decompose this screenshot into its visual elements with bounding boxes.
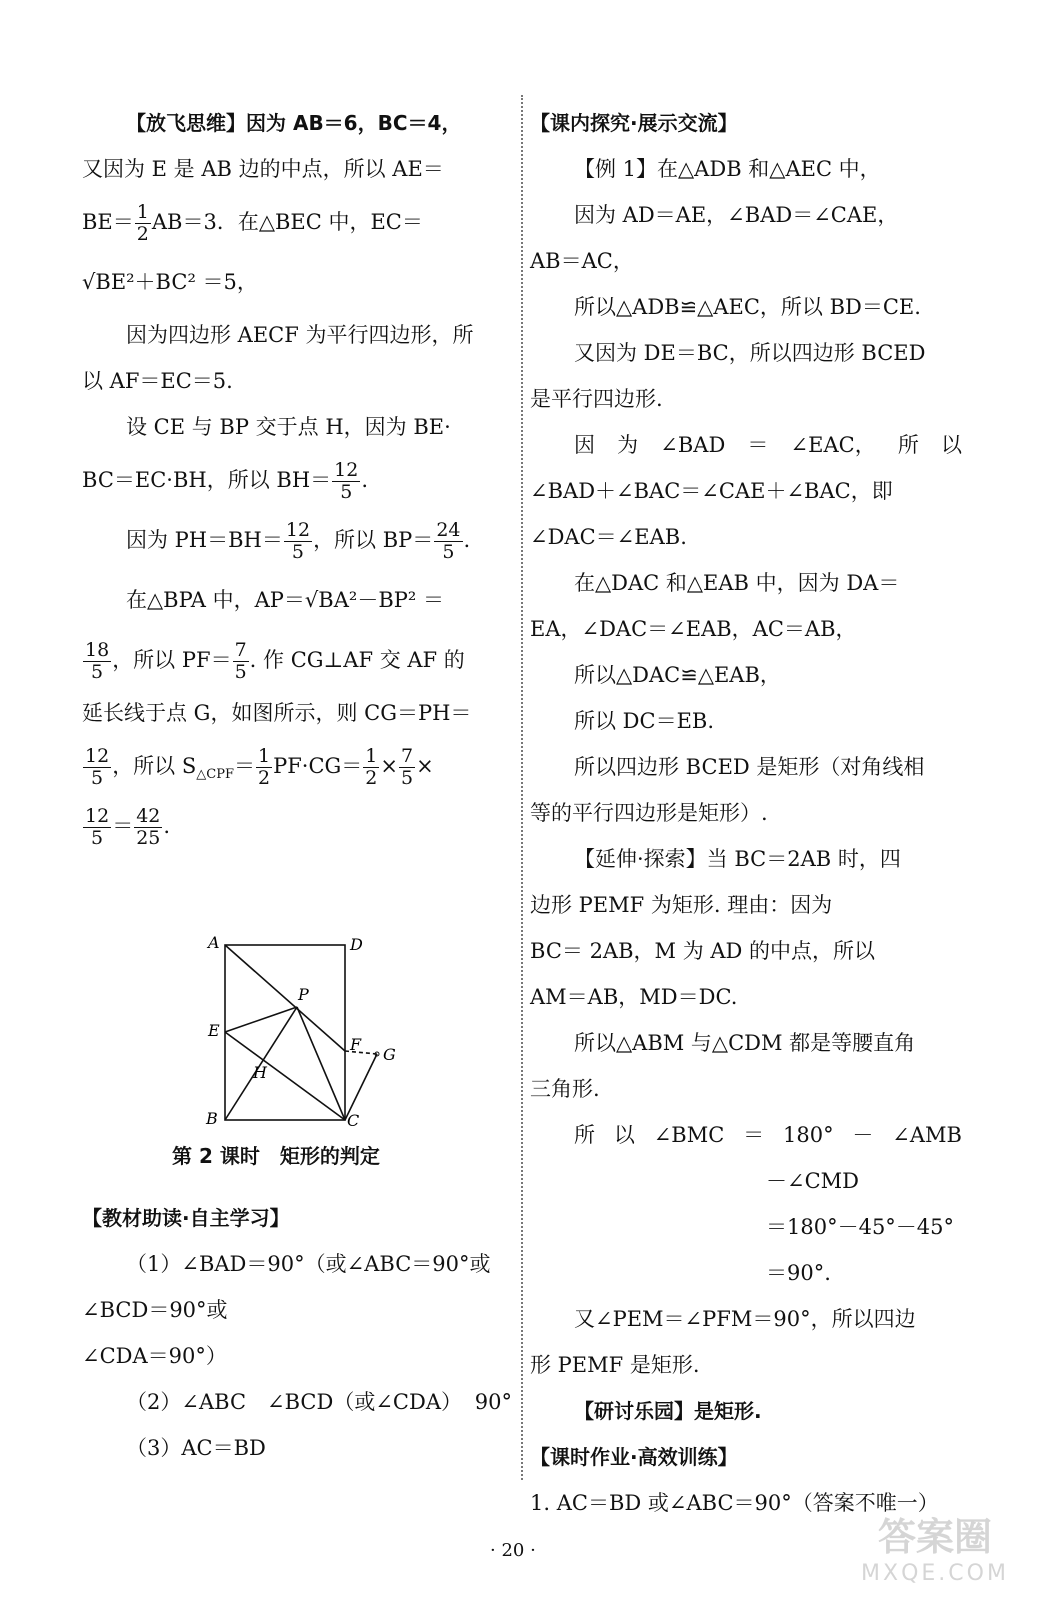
text-line: ∠BCD＝90°或 <box>82 1298 228 1322</box>
numerator: 7 <box>234 639 247 662</box>
text-span: . <box>163 814 171 838</box>
text-span: PF·CG＝ <box>273 754 363 778</box>
fraction <box>233 640 249 683</box>
fraction <box>434 520 462 563</box>
text-span: × <box>416 754 434 778</box>
numerator: 1 <box>136 201 149 224</box>
fraction <box>284 520 312 563</box>
text-span: ＝ <box>743 1123 765 1147</box>
section-heading: 【课内探究·展示交流】 <box>530 111 738 135</box>
fraction <box>83 746 111 789</box>
text-line: EA，∠DAC＝∠EAB，AC＝AB， <box>530 617 857 641</box>
label-d: D <box>350 935 363 954</box>
fraction <box>363 746 379 789</box>
label-a: A <box>208 933 220 952</box>
text-line: 在△BPA 中，AP＝√BA²－BP² ＝ <box>126 588 444 612</box>
label-c: C <box>347 1111 360 1130</box>
text-span: ∠EAC， <box>790 433 876 457</box>
text-line: ∠CDA＝90°） <box>82 1344 227 1368</box>
section-heading: 【教材助读·自主学习】 <box>82 1206 290 1230</box>
text-line: 所以△ADB≌△AEC，所以 BD＝CE. <box>574 295 921 319</box>
fraction <box>135 202 151 245</box>
label-p: P <box>298 985 309 1004</box>
numerator: 1 <box>257 745 271 768</box>
subscript: △CPF <box>196 767 234 783</box>
numerator: 7 <box>401 745 414 768</box>
text-line <box>530 422 962 468</box>
numerator: 1 <box>365 745 378 768</box>
fraction <box>256 746 272 789</box>
text-line: 所以四边形 BCED 是矩形（对角线相 <box>574 755 925 779</box>
denominator: 25 <box>136 827 161 849</box>
line-ep <box>225 1007 297 1032</box>
text-line: 【延伸·探索】当 BC＝2AB 时，四 <box>574 847 901 871</box>
text-span: ∠BAD <box>660 433 726 457</box>
text-line <box>82 510 512 570</box>
text-span: . 作 CG⊥AF 交 AF 的 <box>249 648 465 672</box>
fraction <box>332 460 360 503</box>
denominator: 5 <box>91 661 104 683</box>
watermark-title: 答案圈 <box>877 1515 992 1559</box>
text-line: AB＝AC， <box>530 249 634 273</box>
text-span: AB＝3．在△BEC 中，EC＝ <box>151 210 423 234</box>
text-line: （1）∠BAD＝90°（或∠ABC＝90°或 <box>126 1252 491 1276</box>
text-span: 以 <box>940 433 962 457</box>
fraction <box>134 806 162 849</box>
text-span: BE＝ <box>82 210 134 234</box>
fraction <box>83 640 111 683</box>
text-line <box>82 736 512 796</box>
text-line: 以 AF＝EC＝5. <box>82 369 233 393</box>
text-line: ∠DAC＝∠EAB. <box>530 525 687 549</box>
text-span: 以 <box>613 1123 635 1147</box>
text-line: 因为四边形 AECF 为平行四边形，所 <box>126 323 474 347</box>
text-span: ，所以 S <box>112 754 197 778</box>
text-line: ∠BAD＋∠BAC＝∠CAE＋∠BAC，即 <box>530 479 893 503</box>
watermark-logo <box>840 1506 1030 1586</box>
text-span: BC＝EC·BH，所以 BH＝ <box>82 468 332 492</box>
fraction <box>83 806 111 849</box>
text-line: 所以△ABM 与△CDM 都是等腰直角 <box>574 1031 916 1055</box>
text-line: 1. AC＝BD 或∠ABC＝90°（答案不唯一） <box>530 1491 939 1515</box>
denominator: 5 <box>91 827 104 849</box>
denominator: 5 <box>91 767 104 789</box>
denominator: 5 <box>442 541 455 563</box>
text-line: 所以△DAC≌△EAB， <box>574 663 781 687</box>
text-line: ＝180°－45°－45° <box>766 1215 955 1239</box>
geometry-figure <box>190 930 420 1130</box>
text-line <box>530 1112 962 1158</box>
left-column-lower <box>82 1195 512 1471</box>
text-span: 180° <box>782 1123 834 1147</box>
text-line: AM＝AB，MD＝DC. <box>530 985 738 1009</box>
text-span: × <box>380 754 398 778</box>
text-line: （3）AC＝BD <box>126 1436 266 1460</box>
denominator: 5 <box>234 661 247 683</box>
label-e: E <box>208 1021 220 1040</box>
numerator: 42 <box>136 805 161 828</box>
text-line <box>82 100 512 146</box>
text-line: 又∠PEM＝∠PFM＝90°，所以四边 <box>574 1307 916 1331</box>
rectangle-abcd <box>225 945 345 1120</box>
text-line: 所以 DC＝EB. <box>574 709 715 733</box>
section-heading: 【放飞思维】因为 AB＝6，BC＝4， <box>126 111 462 135</box>
numerator: 12 <box>85 805 110 828</box>
text-line: √BE²＋BC² ＝5， <box>82 270 258 294</box>
text-line: 在△DAC 和△EAB 中，因为 DA＝ <box>574 571 900 595</box>
text-line: ＝90°. <box>766 1261 831 1285</box>
text-line: 边形 PEMF 为矩形. 理由：因为 <box>530 893 833 917</box>
text-span: 90° <box>474 1390 512 1414</box>
section-heading: 【课时作业·高效训练】 <box>530 1445 738 1469</box>
section-heading: 【研讨乐园】是矩形. <box>574 1399 762 1423</box>
label-f: F <box>350 1035 362 1054</box>
numerator: 12 <box>334 459 359 482</box>
text-line: 延长线于点 G，如图所示，则 CG＝PH＝ <box>82 701 472 725</box>
denominator: 5 <box>340 481 353 503</box>
left-column <box>82 100 512 856</box>
text-span: ，所以 PF＝ <box>112 648 232 672</box>
denominator: 5 <box>291 541 305 563</box>
numerator: 18 <box>85 639 110 662</box>
text-line: 三角形. <box>530 1077 600 1101</box>
label-b: B <box>206 1109 218 1128</box>
denominator: 2 <box>365 767 378 789</box>
numerator: 24 <box>436 519 461 542</box>
denominator: 2 <box>257 767 271 789</box>
text-span: ∠AMB <box>892 1123 962 1147</box>
denominator: 2 <box>136 223 149 245</box>
text-line: －∠CMD <box>766 1169 860 1193</box>
text-line <box>82 192 512 252</box>
text-line <box>82 450 512 510</box>
right-column <box>530 100 962 1526</box>
text-span: 因 <box>574 433 595 457</box>
text-span: ，所以 BP＝ <box>313 528 434 552</box>
numerator: 12 <box>285 519 311 542</box>
text-span: 所 <box>574 1123 595 1147</box>
text-line: 形 PEMF 是矩形. <box>530 1353 700 1377</box>
denominator: 5 <box>401 767 414 789</box>
text-line <box>82 1379 512 1425</box>
label-g: G <box>383 1045 396 1064</box>
text-span: ＝ <box>233 754 255 778</box>
column-divider <box>521 95 523 1480</box>
text-span: ＝ <box>747 433 769 457</box>
text-line: 【例 1】在△ADB 和△AEC 中， <box>574 157 881 181</box>
text-span: 为 <box>617 433 639 457</box>
text-span: . <box>361 468 369 492</box>
text-line: 因为 AD＝AE，∠BAD＝∠CAE， <box>574 203 899 227</box>
text-span: 所 <box>897 433 919 457</box>
text-line: 设 CE 与 BP 交于点 H，因为 BE· <box>126 415 451 439</box>
figure-lines <box>225 945 377 1120</box>
text-line: 又因为 E 是 AB 边的中点，所以 AE＝ <box>82 157 444 181</box>
watermark-url: MXQE.COM <box>861 1561 1009 1586</box>
text-line: BC＝ 2AB，M 为 AD 的中点，所以 <box>530 939 876 963</box>
text-span: . <box>463 528 471 552</box>
lesson-caption: 第 2 课时 矩形的判定 <box>172 1144 380 1168</box>
text-span: ∠BMC <box>653 1123 725 1147</box>
fraction <box>399 746 415 789</box>
text-line: 又因为 DE＝BC，所以四边形 BCED <box>574 341 926 365</box>
text-line: 等的平行四边形是矩形）. <box>530 801 768 825</box>
text-line <box>530 1388 962 1434</box>
text-line <box>82 796 512 856</box>
label-h: H <box>253 1063 267 1082</box>
text-span: （2）∠ABC ∠BCD（或∠CDA） <box>126 1390 462 1414</box>
page-number: · 20 · <box>490 1540 536 1561</box>
text-line: 是平行四边形. <box>530 387 663 411</box>
text-span: 因为 PH＝BH＝ <box>126 528 283 552</box>
text-span: ＝ <box>112 814 134 838</box>
text-line <box>82 630 512 690</box>
numerator: 12 <box>85 745 110 768</box>
text-span: － <box>852 1123 874 1147</box>
line-af <box>225 945 345 1051</box>
